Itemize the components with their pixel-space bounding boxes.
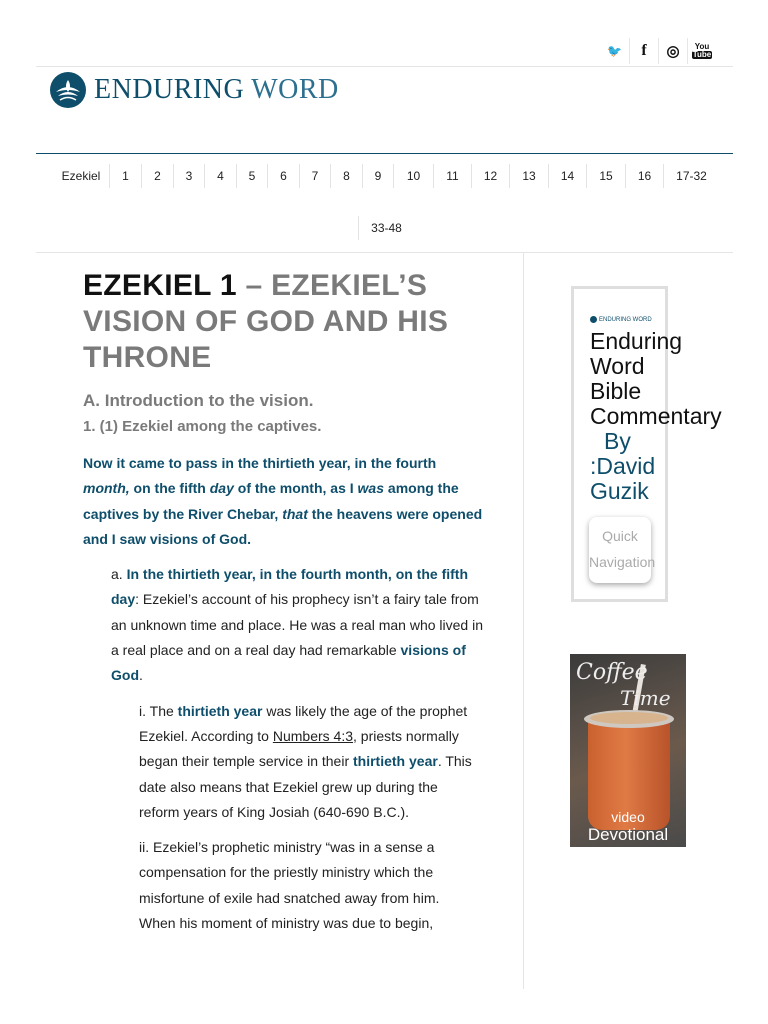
article	[83, 268, 483, 936]
quick-navigation-button[interactable]: Quick Navigation	[589, 517, 651, 583]
nav-chapter-7[interactable]: 7	[299, 164, 330, 188]
commentary-point-a: a. In the thirtieth year, in the fourth month, on the fifth day: Ezekiel’s account of his prophecy isn’t a fairy tale from an unknown time and place. He was a real man who lived in a real place and on a real day had remarkable visions of God.	[111, 566, 483, 684]
nav-chapter-6[interactable]: 6	[267, 164, 299, 188]
instagram-icon[interactable]: ◎	[658, 38, 687, 64]
header-divider	[36, 66, 733, 67]
section-heading-a: A. Introduction to the vision.	[83, 391, 314, 410]
devotional-label: Devotional	[587, 825, 669, 844]
cup-coffee	[590, 712, 668, 724]
nav-chapter-5[interactable]: 5	[236, 164, 267, 188]
nav-book-ezekiel[interactable]: Ezekiel	[61, 169, 101, 183]
commentary-point-ii: ii. Ezekiel’s prophetic ministry “was in a sense a compensation for the priestly ministry which the misfortune of exile had snatched away from him. When his moment of ministry was due to begin,	[139, 839, 440, 932]
commentary-point-i: i. The thirtieth year was likely the age of the prophet Ezekiel. According to Numbers 4:3, priests normally began their temple service in their thirtieth year. This date also means that Ezekiel grew up during the reform years of King Josiah (640-690 B.C.).	[139, 702, 472, 820]
youtube-icon[interactable]: You Tube	[687, 38, 716, 64]
title-subject: – EZEKIEL’S VISION OF GOD AND HIS THRONE	[83, 269, 449, 374]
chapter-nav	[52, 164, 720, 240]
nav-chapter-9[interactable]: 9	[362, 164, 393, 188]
nav-chapter-11[interactable]: 11	[433, 164, 471, 188]
social-links	[600, 38, 716, 64]
commentary-ad-author: By :David Guzik	[590, 428, 656, 504]
video-label: video	[611, 809, 645, 825]
nav-chapter-12[interactable]: 12	[471, 164, 509, 188]
nav-chapter-1[interactable]: 1	[109, 164, 141, 188]
nav-chapter-10[interactable]: 10	[393, 164, 433, 188]
scripture-verse: Now it came to pass in the thirtieth year, in the fourth month, on the fifth day of the month, as I was among the captives by the River Chebar, that the heavens were opened and I saw visions of God.	[83, 455, 483, 547]
commentary-ad[interactable]	[571, 286, 722, 602]
logo-wordmark	[94, 74, 339, 106]
nav-top-border	[36, 153, 733, 154]
title-chapter: EZEKIEL 1	[83, 269, 237, 302]
logo-icon	[50, 72, 86, 108]
nav-chapter-2[interactable]: 2	[141, 164, 173, 188]
logo-word-word: WORD	[251, 74, 339, 105]
page-title	[83, 268, 483, 376]
nav-chapter-3[interactable]: 3	[173, 164, 204, 188]
coffee-time-ad[interactable]	[570, 654, 686, 847]
commentary-ad-title: Enduring Word Bible Commentary	[590, 328, 722, 429]
sidebar-divider	[523, 253, 524, 989]
nav-chapter-16[interactable]: 16	[625, 164, 663, 188]
nav-chapter-33-48[interactable]: 33-48	[358, 216, 414, 240]
content-top-divider	[36, 252, 733, 253]
logo-word-enduring: ENDURING	[94, 74, 245, 105]
time-script-text: Time	[620, 686, 671, 710]
nav-chapter-15[interactable]: 15	[586, 164, 625, 188]
numbers-4-3-link[interactable]: Numbers 4:3	[272, 727, 354, 744]
section-heading-1: 1. (1) Ezekiel among the captives.	[83, 418, 322, 435]
facebook-icon[interactable]: f	[629, 38, 658, 64]
nav-chapter-8[interactable]: 8	[330, 164, 362, 188]
nav-chapter-4[interactable]: 4	[204, 164, 236, 188]
mini-logo: ENDURING WORD	[590, 316, 652, 323]
nav-chapter-14[interactable]: 14	[548, 164, 586, 188]
mini-logo-icon	[590, 316, 597, 323]
nav-chapter-17-32[interactable]: 17-32	[663, 164, 719, 188]
coffee-script-text: Coffee	[576, 660, 648, 685]
nav-chapter-13[interactable]: 13	[509, 164, 548, 188]
twitter-icon[interactable]: 🐦	[607, 44, 622, 58]
site-logo[interactable]	[50, 72, 339, 108]
